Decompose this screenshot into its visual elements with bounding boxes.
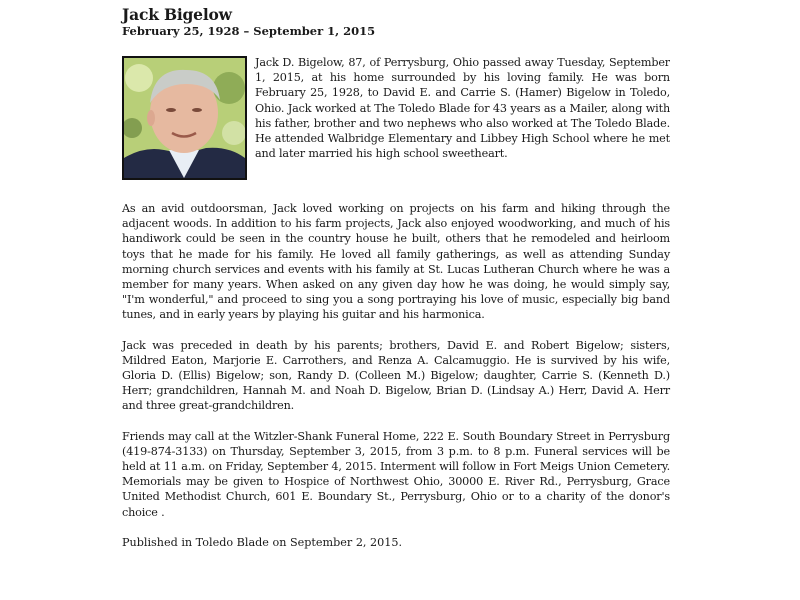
obituary-paragraph: Jack was preceded in death by his parents; brothers, David E. and Robert Bigelow; sisters, Mildred Eaton, Marjorie E. Carrothers, and Renza A. Calcamuggio. He is survived by his wife, Gloria D. (Ellis) Bigelow; son, Randy D. (Colleen M.) Bigelow; daughter, Carrie S. (Kenneth D.) Herr; grandchildren, Hannah M. and Noah D. Bigelow, Brian D. (Lindsay A.) Herr, David A. Herr and three great-grandchildren.	[122, 338, 670, 413]
portrait-illustration	[124, 58, 245, 178]
portrait-photo	[122, 56, 247, 180]
published-note: Published in Toledo Blade on September 2, 2015.	[122, 535, 403, 549]
obituary-dates: February 25, 1928 – September 1, 2015	[122, 24, 376, 38]
obituary-document	[122, 5, 670, 550]
obituary-paragraph: As an avid outdoorsman, Jack loved working on projects on his farm and hiking through the adjacent woods. In addition to his farm projects, Jack also enjoyed woodworking, and much of his handiwork could be seen in the country house he built, others that he remodeled and heirloom toys that he made for his family. He loved all family gatherings, as well as attending Sunday morning church services and events with his family at St. Lucas Lutheran Church where he was a member for many years. When asked on any given day how he was doing, he would simply say, "I'm wonderful," and proceed to sing you a song portraying his love of music, especially big band tunes, and in early years by playing his guitar and his harmonica.	[122, 202, 670, 322]
intro-section	[122, 55, 670, 186]
obituary-name: Jack Bigelow	[122, 5, 232, 24]
obituary-paragraph: Jack D. Bigelow, 87, of Perrysburg, Ohio passed away Tuesday, September 1, 2015, at his home surrounded by his loving family. He was born February 25, 1928, to David E. and Carrie S. (Hamer) Bigelow in Toledo, Ohio. Jack worked at The Toledo Blade for 43 years as a Mailer, along with his father, brother and two nephews who also worked at The Toledo Blade. He attended Walbridge Elementary and Libbey High School where he met and later married his high school sweetheart.	[255, 56, 670, 161]
obituary-paragraph: Friends may call at the Witzler-Shank Funeral Home, 222 E. South Boundary Street in Perrysburg (419-874-3133) on Thursday, September 3, 2015, from 3 p.m. to 8 p.m. Funeral services will be held at 11 a.m. on Friday, September 4, 2015. Interment will follow in Fort Meigs Union Cemetery. Memorials may be given to Hospice of Northwest Ohio, 30000 E. River Rd., Perrysburg, Grace United Methodist Church, 601 E. Boundary St., Perrysburg, Ohio or to a charity of the donor's choice .	[122, 429, 670, 519]
